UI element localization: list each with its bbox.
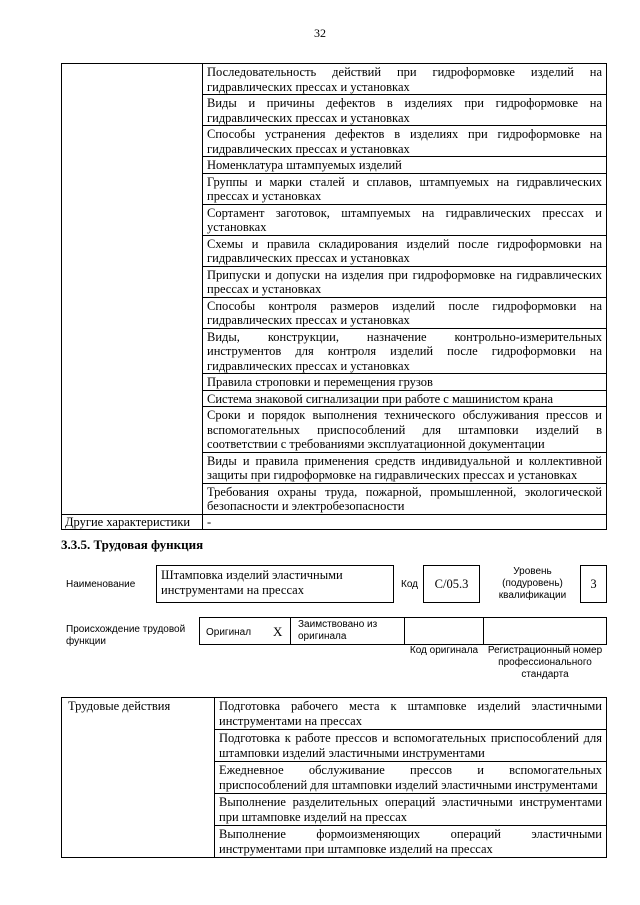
origin-code-box (404, 617, 484, 645)
page-number: 32 (314, 26, 326, 40)
knowledge-item: Требования охраны труда, пожарной, промышленной, экологической безопасности и электробезопасности (203, 483, 607, 514)
action-item: Ежедневное обслуживание прессов и вспомогательных приспособлений для штамповки изделий эластичными инструментами (215, 762, 607, 794)
knowledge-item: Последовательность действий при гидроформовке изделий на гидравлических прессах и установках (203, 64, 607, 95)
reg-number-caption: Регистрационный номер профессионального стандарта (487, 645, 603, 680)
knowledge-item: Группы и марки сталей и сплавов, штампуемых на гидравлических прессах и установках (203, 173, 607, 204)
name-label: Наименование (66, 579, 136, 590)
original-mark: X (273, 624, 283, 639)
section-heading: 3.3.5. Трудовая функция (61, 537, 204, 552)
knowledge-item: Виды, конструкции, назначение контрольно-измерительных инструментов для контроля изделий после гидроформовки на гидравлических прессах и установках (203, 328, 607, 374)
origin-label: Происхождение трудовой функции (66, 624, 186, 647)
knowledge-item: Припуски и допуски на изделия при гидроформовке на гидравлических прессах и установках (203, 266, 607, 297)
other-characteristics-label: Другие характеристики (62, 514, 203, 530)
knowledge-label-cell (62, 64, 203, 515)
knowledge-item: Система знаковой сигнализации при работе с машинистом крана (203, 390, 607, 407)
level-value: 3 (580, 565, 607, 603)
knowledge-item: Сортамент заготовок, штампуемых на гидравлических прессах и установках (203, 204, 607, 235)
table-row (62, 64, 607, 95)
origin-code-caption: Код оригинала (409, 645, 479, 656)
original-label: Оригинал (206, 627, 252, 638)
knowledge-item: Виды и правила применения средств индивидуальной и коллективной защиты при гидроформовке на гидравлических прессах и установках (203, 452, 607, 483)
table-row (62, 514, 607, 530)
reg-number-box (483, 617, 607, 645)
action-item: Выполнение разделительных операций эластичными инструментами при штамповке изделий на прессах (215, 794, 607, 826)
knowledge-item: Номенклатура штампуемых изделий (203, 157, 607, 174)
table-row (62, 698, 607, 730)
name-value: Штамповка изделий эластичными инструментами на прессах (156, 565, 394, 603)
action-item: Выполнение формоизменяющих операций эластичными инструментами при штамповке изделий на прессах (215, 826, 607, 858)
actions-table (61, 697, 607, 858)
borrowed-label: Заимствовано из оригинала (298, 619, 378, 642)
knowledge-table (61, 63, 607, 530)
knowledge-item: Способы устранения дефектов в изделиях при гидроформовке на гидравлических прессах и установках (203, 126, 607, 157)
action-item: Подготовка рабочего места к штамповке изделий эластичными инструментами на прессах (215, 698, 607, 730)
knowledge-item: Правила строповки и перемещения грузов (203, 374, 607, 391)
code-value: С/05.3 (423, 565, 480, 603)
knowledge-item: Сроки и порядок выполнения технического обслуживания прессов и вспомогательных приспособлений для штамповки изделий в соответствии с требованиями эксплуатационной документации (203, 407, 607, 453)
action-item: Подготовка к работе прессов и вспомогательных приспособлений для штамповки изделий эластичными инструментами (215, 730, 607, 762)
other-characteristics-value: - (203, 514, 607, 530)
level-label: Уровень (подуровень) квалификации (498, 566, 567, 601)
knowledge-item: Схемы и правила складирования изделий после гидроформовки на гидравлических прессах и установках (203, 235, 607, 266)
knowledge-item: Способы контроля размеров изделий после гидроформовки на гидравлических прессах и установках (203, 297, 607, 328)
code-label: Код (401, 579, 419, 590)
knowledge-item: Виды и причины дефектов в изделиях при гидроформовке на гидравлических прессах и установках (203, 95, 607, 126)
actions-label: Трудовые действия (62, 698, 215, 858)
